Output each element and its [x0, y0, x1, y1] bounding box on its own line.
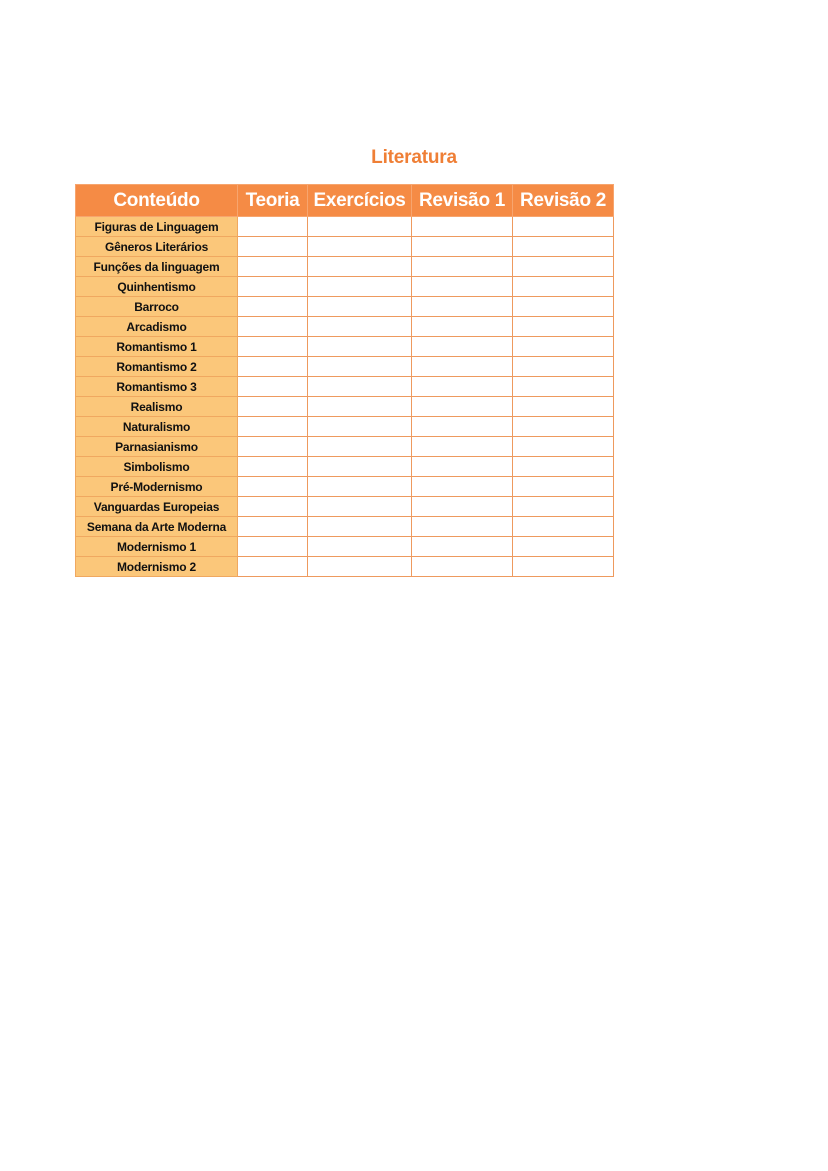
exercicios-cell[interactable]	[308, 557, 412, 577]
table-row	[76, 297, 614, 317]
topic-cell: Romantismo 1	[76, 337, 238, 357]
topic-cell: Romantismo 3	[76, 377, 238, 397]
exercicios-cell[interactable]	[308, 217, 412, 237]
revisao2-cell[interactable]	[513, 537, 614, 557]
teoria-cell[interactable]	[238, 217, 308, 237]
revisao1-cell[interactable]	[412, 257, 513, 277]
topic-cell: Parnasianismo	[76, 437, 238, 457]
revisao1-cell[interactable]	[412, 437, 513, 457]
teoria-cell[interactable]	[238, 557, 308, 577]
topic-cell: Modernismo 2	[76, 557, 238, 577]
revisao1-cell[interactable]	[412, 377, 513, 397]
revisao2-cell[interactable]	[513, 477, 614, 497]
header-row	[76, 185, 614, 217]
revisao1-cell[interactable]	[412, 457, 513, 477]
revisao2-cell[interactable]	[513, 357, 614, 377]
topic-cell: Quinhentismo	[76, 277, 238, 297]
page-title: Literatura	[371, 147, 457, 168]
revisao1-cell[interactable]	[412, 497, 513, 517]
teoria-cell[interactable]	[238, 517, 308, 537]
revisao2-cell[interactable]	[513, 377, 614, 397]
exercicios-cell[interactable]	[308, 317, 412, 337]
exercicios-cell[interactable]	[308, 417, 412, 437]
header-revisao-2: Revisão 2	[513, 185, 614, 217]
topic-cell: Figuras de Linguagem	[76, 217, 238, 237]
teoria-cell[interactable]	[238, 377, 308, 397]
table-row	[76, 357, 614, 377]
topic-cell: Vanguardas Europeias	[76, 497, 238, 517]
table-row	[76, 557, 614, 577]
exercicios-cell[interactable]	[308, 277, 412, 297]
table-row	[76, 277, 614, 297]
header-teoria: Teoria	[238, 185, 308, 217]
topic-cell: Realismo	[76, 397, 238, 417]
table-row	[76, 377, 614, 397]
topic-cell: Arcadismo	[76, 317, 238, 337]
teoria-cell[interactable]	[238, 417, 308, 437]
revisao2-cell[interactable]	[513, 437, 614, 457]
topic-cell: Semana da Arte Moderna	[76, 517, 238, 537]
teoria-cell[interactable]	[238, 337, 308, 357]
revisao1-cell[interactable]	[412, 557, 513, 577]
study-tracker-table	[75, 184, 614, 577]
revisao1-cell[interactable]	[412, 537, 513, 557]
teoria-cell[interactable]	[238, 457, 308, 477]
revisao2-cell[interactable]	[513, 417, 614, 437]
teoria-cell[interactable]	[238, 437, 308, 457]
header-exercicios: Exercícios	[308, 185, 412, 217]
teoria-cell[interactable]	[238, 317, 308, 337]
revisao1-cell[interactable]	[412, 477, 513, 497]
revisao2-cell[interactable]	[513, 277, 614, 297]
revisao2-cell[interactable]	[513, 557, 614, 577]
exercicios-cell[interactable]	[308, 397, 412, 417]
exercicios-cell[interactable]	[308, 437, 412, 457]
header-revisao-1: Revisão 1	[412, 185, 513, 217]
revisao1-cell[interactable]	[412, 417, 513, 437]
revisao2-cell[interactable]	[513, 257, 614, 277]
revisao2-cell[interactable]	[513, 217, 614, 237]
table-row	[76, 457, 614, 477]
teoria-cell[interactable]	[238, 257, 308, 277]
teoria-cell[interactable]	[238, 477, 308, 497]
exercicios-cell[interactable]	[308, 477, 412, 497]
teoria-cell[interactable]	[238, 497, 308, 517]
revisao1-cell[interactable]	[412, 237, 513, 257]
revisao2-cell[interactable]	[513, 517, 614, 537]
revisao2-cell[interactable]	[513, 497, 614, 517]
table-row	[76, 257, 614, 277]
revisao1-cell[interactable]	[412, 337, 513, 357]
revisao1-cell[interactable]	[412, 397, 513, 417]
header-conteudo: Conteúdo	[76, 185, 238, 217]
table-row	[76, 217, 614, 237]
topic-cell: Simbolismo	[76, 457, 238, 477]
revisao2-cell[interactable]	[513, 457, 614, 477]
exercicios-cell[interactable]	[308, 297, 412, 317]
revisao2-cell[interactable]	[513, 397, 614, 417]
exercicios-cell[interactable]	[308, 537, 412, 557]
exercicios-cell[interactable]	[308, 257, 412, 277]
topic-cell: Modernismo 1	[76, 537, 238, 557]
exercicios-cell[interactable]	[308, 337, 412, 357]
table-row	[76, 397, 614, 417]
revisao1-cell[interactable]	[412, 297, 513, 317]
table-row	[76, 517, 614, 537]
table-row	[76, 537, 614, 557]
revisao1-cell[interactable]	[412, 277, 513, 297]
topic-cell: Gêneros Literários	[76, 237, 238, 257]
exercicios-cell[interactable]	[308, 517, 412, 537]
revisao1-cell[interactable]	[412, 357, 513, 377]
teoria-cell[interactable]	[238, 237, 308, 257]
exercicios-cell[interactable]	[308, 457, 412, 477]
teoria-cell[interactable]	[238, 357, 308, 377]
exercicios-cell[interactable]	[308, 357, 412, 377]
topic-cell: Barroco	[76, 297, 238, 317]
table-body	[76, 217, 614, 577]
topic-cell: Romantismo 2	[76, 357, 238, 377]
exercicios-cell[interactable]	[308, 497, 412, 517]
table-row	[76, 417, 614, 437]
teoria-cell[interactable]	[238, 277, 308, 297]
revisao1-cell[interactable]	[412, 517, 513, 537]
table-row	[76, 237, 614, 257]
revisao2-cell[interactable]	[513, 317, 614, 337]
revisao1-cell[interactable]	[412, 217, 513, 237]
revisao2-cell[interactable]	[513, 337, 614, 357]
topic-cell: Pré-Modernismo	[76, 477, 238, 497]
table-row	[76, 497, 614, 517]
teoria-cell[interactable]	[238, 297, 308, 317]
exercicios-cell[interactable]	[308, 237, 412, 257]
exercicios-cell[interactable]	[308, 377, 412, 397]
revisao2-cell[interactable]	[513, 297, 614, 317]
revisao2-cell[interactable]	[513, 237, 614, 257]
table-row	[76, 337, 614, 357]
table-row	[76, 477, 614, 497]
topic-cell: Naturalismo	[76, 417, 238, 437]
table-row	[76, 317, 614, 337]
teoria-cell[interactable]	[238, 397, 308, 417]
revisao1-cell[interactable]	[412, 317, 513, 337]
table-row	[76, 437, 614, 457]
topic-cell: Funções da linguagem	[76, 257, 238, 277]
teoria-cell[interactable]	[238, 537, 308, 557]
